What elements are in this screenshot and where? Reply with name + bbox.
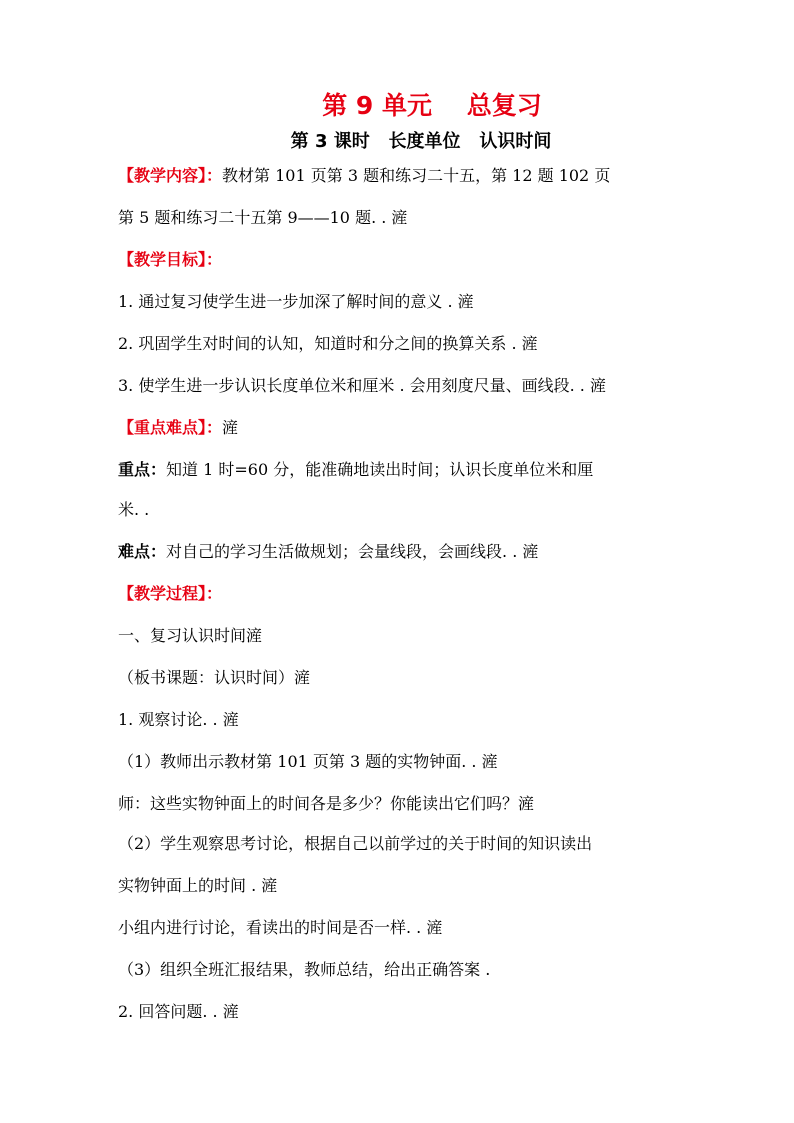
process-heading: 【教学过程】： [118,584,223,603]
process-line-1: 一、复习认识时间滻 [118,626,263,645]
content-line-1 [118,164,688,188]
key-heading: 【重点难点】： [118,418,223,437]
goal-1: 1. 通过复习使学生进一步加深了解时间的意义 . 滻 [118,292,474,311]
key-point-line [118,458,688,482]
difficulty-text: 对自己的学习生活做规划；会量线段，会画线段. . 滻 [166,542,539,561]
process-line-3: 1. 观察讨论. . 滻 [118,710,239,729]
process-line-6: （2）学生观察思考讨论，根据自己以前学过的关于时间的知识读出 [118,834,593,853]
process-line-10: 2. 回答问题. . 滻 [118,1002,239,1021]
content-text-1: 教材第 101 页第 3 题和练习二十五，第 12 题 102 页 [222,166,611,185]
process-line-9: （3）组织全班汇报结果，教师总结，给出正确答案 . [118,960,491,979]
key-label: 重点： [118,460,167,479]
process-line-4: （1）教师出示教材第 101 页第 3 题的实物钟面. . 滻 [118,752,498,771]
difficulty-line [118,540,688,564]
key-text-2: 米. . [118,500,150,519]
content-text-2: 第 5 题和练习二十五第 9——10 题. . 滻 [118,208,408,227]
document-title: 第 9 单元 总复习 [322,91,542,120]
goal-2: 2. 巩固学生对时间的认知，知道时和分之间的换算关系 . 滻 [118,334,538,353]
goals-heading: 【教学目标】： [118,250,223,269]
key-text-1: 知道 1 时=60 分，能准确地读出时间；认识长度单位米和厘 [166,460,594,479]
difficulty-label: 难点： [118,542,167,561]
process-line-5: 师：这些实物钟面上的时间各是多少？你能读出它们吗？滻 [118,794,535,813]
content-heading: 【教学内容】： [118,166,223,185]
lesson-subtitle: 第 3 课时 长度单位 认识时间 [290,131,552,152]
key-heading-line [118,416,688,440]
process-line-7: 实物钟面上的时间 . 滻 [118,876,278,895]
key-heading-tail: 滻 [222,418,239,437]
process-line-2: （板书课题：认识时间）滻 [118,668,311,687]
goal-3: 3. 使学生进一步认识长度单位米和厘米 . 会用刻度尺量、画线段. . 滻 [118,376,606,395]
process-line-8: 小组内进行讨论，看读出的时间是否一样. . 滻 [118,918,443,937]
